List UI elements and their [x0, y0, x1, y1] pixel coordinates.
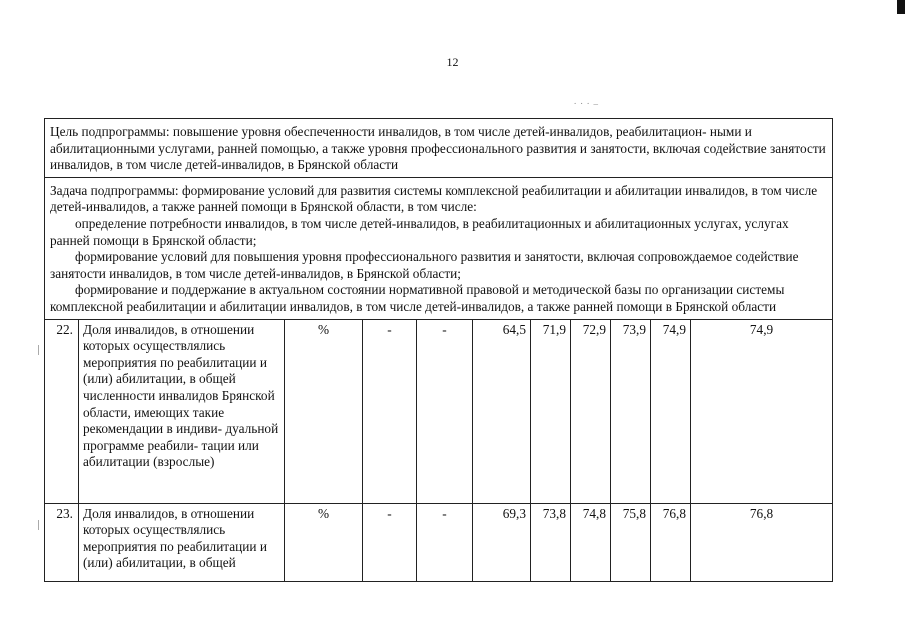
unit-cell: % [285, 503, 363, 581]
value-cell: 74,9 [651, 319, 691, 503]
task-item: формирование и поддержание в актуальном состоянии нормативной правовой и методической базы по организации системы комплексной реабилитации и абилитации инвалидов, в том числе детей-инвалидов, а также ранней помощи в Брянской области [50, 282, 785, 314]
goal-text: Цель подпрограммы: повышение уровня обеспеченности инвалидов, в том числе детей-инвалидов, реабилитацион- ными и абилитационными услугами, ранней помощью, а также уровня профессионального развития и занятости, включая содействие занятости инвалидов, в том числе детей-инвалидов, в Брянской области [45, 119, 833, 178]
value-cell: 73,8 [531, 503, 571, 581]
goal-row [45, 119, 833, 178]
table-row [45, 503, 833, 581]
scan-edge-mark [897, 0, 905, 14]
margin-tick [38, 520, 39, 530]
indicators-table [44, 118, 833, 582]
row-number: 22. [45, 319, 79, 503]
row-number: 23. [45, 503, 79, 581]
task-item: определение потребности инвалидов, в том числе детей-инвалидов, в реабилитационных и абилитационных услугах, услугах ранней помощи в Брянской области; [50, 215, 789, 248]
table-row [45, 319, 833, 503]
value-cell: 69,3 [473, 503, 531, 581]
task-intro: Задача подпрограммы: формирование условий для развития системы комплексной реабилитации и абилитации инвалидов, в том числе детей-инвалидов, а также ранней помощи в Брянской области, в том числе: [50, 182, 818, 215]
value-cell: 74,8 [571, 503, 611, 581]
task-row [45, 177, 833, 319]
value-cell: - [363, 503, 417, 581]
margin-tick [38, 345, 39, 355]
value-cell: 72,9 [571, 319, 611, 503]
value-cell: 75,8 [611, 503, 651, 581]
page-number: 12 [446, 55, 459, 69]
unit-cell: % [285, 319, 363, 503]
value-cell: 74,9 [691, 319, 833, 503]
scan-specks: . . . _ [574, 96, 599, 106]
value-cell: 71,9 [531, 319, 571, 503]
value-cell: 76,8 [651, 503, 691, 581]
value-cell: 64,5 [473, 319, 531, 503]
value-cell: 76,8 [691, 503, 833, 581]
indicator-description: Доля инвалидов, в отношении которых осуществлялись мероприятия по реабилитации и (или) абилитации, в общей численности инвалидов Брянской области, имеющих такие рекомендации в индиви- дуальной программе реабили- тации или абилитации (взрослые) [79, 319, 285, 503]
value-cell: - [363, 319, 417, 503]
indicator-description: Доля инвалидов, в отношении которых осуществлялись мероприятия по реабилитации и (или) абилитации, в общей [79, 503, 285, 581]
value-cell: 73,9 [611, 319, 651, 503]
value-cell: - [417, 319, 473, 503]
task-item: формирование условий для повышения уровня профессионального развития и занятости, включая сопровождаемое содействие занятости инвалидов, в том числе детей-инвалидов, в Брянской области; [50, 249, 799, 281]
task-cell [45, 177, 833, 319]
value-cell: - [417, 503, 473, 581]
